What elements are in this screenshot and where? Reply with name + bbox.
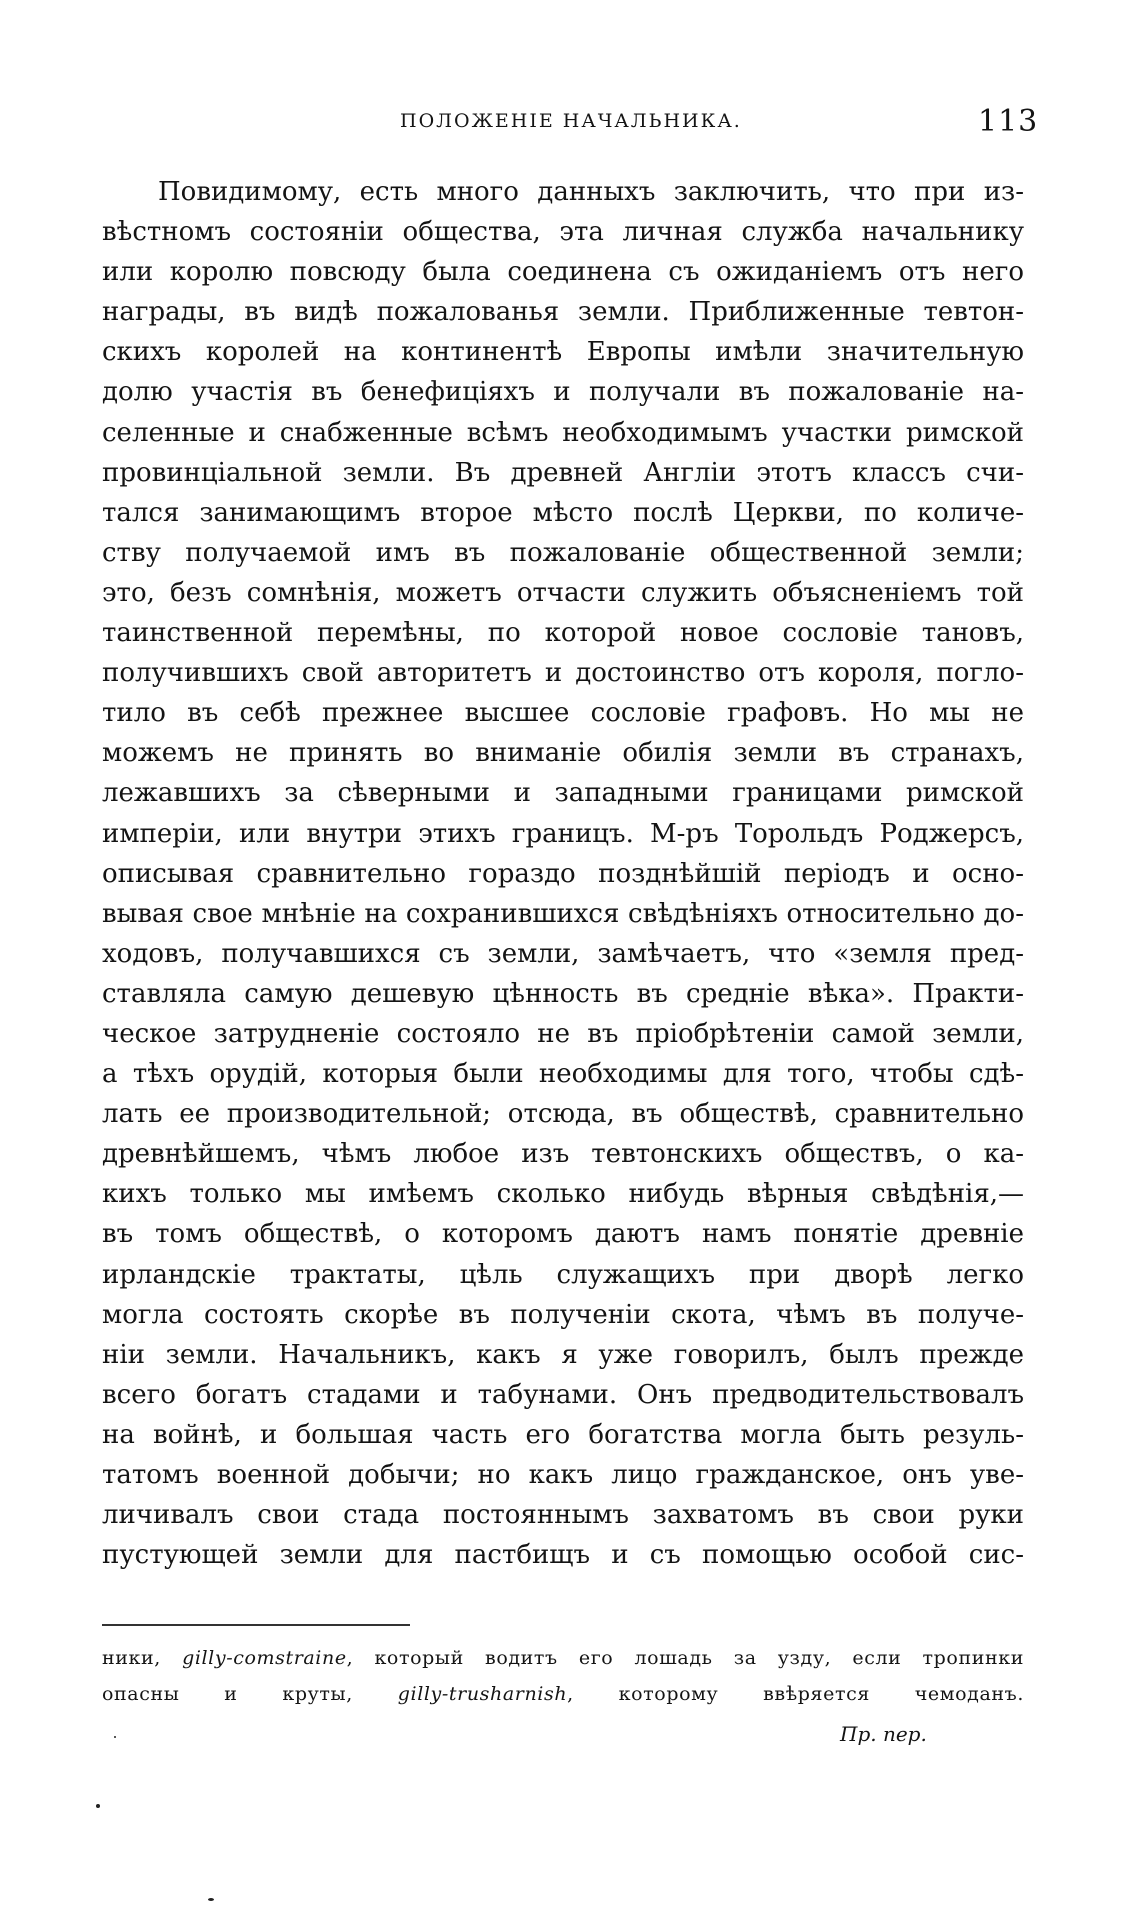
text-line: а тѣхъ орудій, которыя были необходимы для того, чтобы сдѣ-: [102, 1059, 1024, 1090]
text-line: имперіи, или внутри этихъ границъ. М-ръ Торольдъ Роджерсъ,: [102, 818, 1024, 849]
scan-speck: [96, 1804, 100, 1808]
footnote-rule: [102, 1624, 410, 1626]
text-line: долю участія въ бенефиціяхъ и получали въ пожалованіе на-: [102, 377, 1024, 408]
text-line: провинціальной земли. Въ древней Англіи этотъ классъ счи-: [102, 457, 1024, 488]
text-line: ходовъ, получавшихся съ земли, замѣчаетъ, что «земля пред-: [102, 938, 1024, 969]
text-line: тило въ себѣ прежнее высшее сословіе графовъ. Но мы не: [102, 698, 1024, 729]
text-line: лать ее производительной; отсюда, въ обществѣ, сравнительно: [102, 1099, 1024, 1130]
text-line: всего богатъ стадами и табунами. Онъ предводительствовалъ: [102, 1379, 1024, 1410]
text-line: ніи земли. Начальникъ, какъ я уже говорилъ, былъ прежде: [102, 1339, 1024, 1370]
text-line: пустующей земли для пастбищъ и съ помощью особой сис-: [102, 1540, 1024, 1571]
text-line: ставляла самую дешевую цѣнность въ средніе вѣка». Практи-: [102, 978, 1024, 1009]
text-line: можемъ не принять во вниманіе обилія земли въ странахъ,: [102, 738, 1024, 769]
text-line: награды, въ видѣ пожалованья земли. Приближенные тевтон-: [102, 297, 1024, 328]
running-title: ПОЛОЖЕНІЕ НАЧАЛЬНИКА.: [400, 110, 742, 132]
text-line: татомъ военной добычи; но какъ лицо гражданское, онъ уве-: [102, 1460, 1024, 1490]
text-line: селенные и снабженные всѣмъ необходимымъ участки римской: [102, 417, 1024, 448]
text-line: вѣстномъ состояніи общества, эта личная служба начальнику: [102, 217, 1024, 248]
running-head: [0, 104, 1140, 144]
scan-speck: [208, 1898, 214, 1901]
text-line: скихъ королей на континентѣ Европы имѣли значительную: [102, 337, 1024, 368]
page-number: 113: [978, 104, 1039, 139]
text-line: ческое затрудненіе состояло не въ пріобрѣтеніи самой земли,: [102, 1018, 1024, 1049]
translator-note-signature: Пр. пер.: [840, 1722, 927, 1746]
text-line: или королю повсюду была соединена съ ожиданіемъ отъ него: [102, 257, 1024, 288]
scan-speck: [114, 1736, 116, 1738]
footnote-line: [102, 1640, 1024, 1676]
footnote-term: gilly-comstraine: [182, 1647, 347, 1669]
footnote: [102, 1640, 1024, 1712]
text-line: получившихъ свой авторитетъ и достоинство отъ короля, погло-: [102, 658, 1024, 689]
text-line: тался занимающимъ второе мѣсто послѣ Церкви, по количе-: [102, 497, 1024, 528]
text-line: описывая сравнительно гораздо позднѣйшій періодъ и осно-: [102, 858, 1024, 889]
text-line: лежавшихъ за сѣверными и западными границами римской: [102, 778, 1024, 809]
footnote-term: gilly-trusharnish: [397, 1683, 568, 1705]
text-line: вывая свое мнѣніе на сохранившихся свѣдѣніяхъ относительно до-: [102, 898, 1024, 929]
body-text: [102, 172, 1024, 1575]
text-line: на войнѣ, и большая часть его богатства могла быть резуль-: [102, 1419, 1024, 1450]
footnote-text: опасны и круты,: [102, 1683, 353, 1705]
text-line: личивалъ свои стада постояннымъ захватомъ въ свои руки: [102, 1500, 1024, 1531]
text-line: ирландскіе трактаты, цѣль служащихъ при дворѣ легко: [102, 1259, 1024, 1290]
text-line: въ томъ обществѣ, о которомъ даютъ намъ понятіе древніе: [102, 1219, 1024, 1250]
text-line: таинственной перемѣны, по которой новое сословіе тановъ,: [102, 618, 1024, 649]
footnote-text: , которому ввѣряется чемоданъ.: [567, 1683, 1024, 1705]
text-line: могла состоять скорѣе въ полученіи скота, чѣмъ въ получе-: [102, 1299, 1024, 1330]
footnote-text: ники,: [102, 1647, 161, 1669]
text-line: древнѣйшемъ, чѣмъ любое изъ тевтонскихъ обществъ, о ка-: [102, 1139, 1024, 1170]
text-line: ству получаемой имъ въ пожалованіе общественной земли;: [102, 537, 1024, 568]
text-line: кихъ только мы имѣемъ сколько нибудь вѣрныя свѣдѣнія,—: [102, 1179, 1024, 1210]
text-line: Повидимому, есть много данныхъ заключить, что при из-: [158, 177, 1024, 207]
footnote-text: , который водитъ его лошадь за узду, если тропинки: [346, 1647, 1024, 1669]
footnote-line: [102, 1676, 1024, 1712]
text-line: это, безъ сомнѣнія, можетъ отчасти служить объясненіемъ той: [102, 577, 1024, 608]
